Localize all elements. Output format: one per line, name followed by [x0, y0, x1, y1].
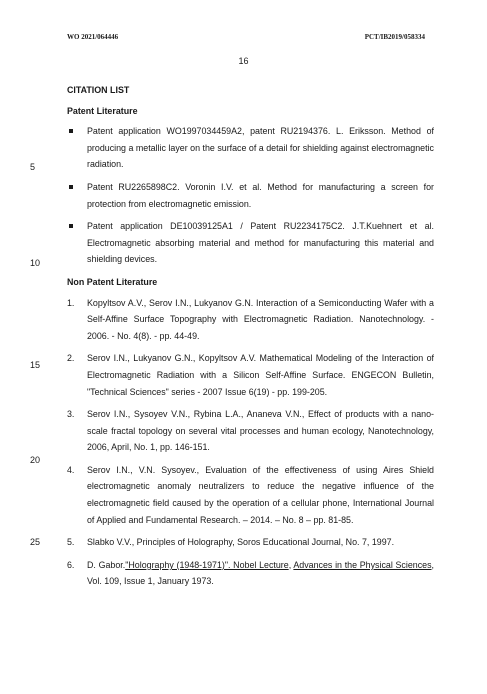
reference-number: 6. — [67, 559, 75, 570]
reference-item — [67, 534, 434, 551]
patent-literature-heading: Patent Literature — [67, 105, 138, 116]
reference-list — [67, 295, 434, 591]
reference-number: 2. — [67, 353, 75, 364]
reference-separator: , — [288, 559, 294, 570]
reference-text: Serov I.N., Sysoyev V.N., Rybina L.A., Ananeva V.N., Effect of products with a nano-scale fractal topology on several vital processes and human ecology, Nanotechnology, 2006, April, No. 1, pp. 146-151. — [87, 409, 434, 453]
reference-item — [67, 350, 434, 400]
page-number: 16 — [238, 56, 249, 66]
reference-item — [67, 557, 434, 590]
bullet-square-icon — [69, 129, 73, 133]
document-body — [67, 82, 434, 596]
line-number-20: 20 — [30, 455, 41, 465]
reference-text: Serov I.N., V.N. Sysoyev., Evaluation of the effectiveness of using Aires Shield electromagnetic anomaly neutralizers to reduce the negative influence of the electromagnetic field caused by the operation of a cellular phone, International Journal of Applied and Fundamental Research. – 2014. – No. 8 – pp. 81-85. — [87, 464, 434, 525]
patent-item — [67, 218, 434, 268]
citation-list-heading: CITATION LIST — [67, 85, 130, 95]
reference-number: 1. — [67, 297, 75, 308]
reference-item — [67, 406, 434, 456]
bullet-square-icon — [69, 185, 73, 189]
patent-text: Patent RU2265898C2. Voronin I.V. et al. Method for manufacturing a screen for protection from electromagnetic emission. — [87, 181, 434, 209]
line-number-5: 5 — [30, 162, 36, 172]
reference-author: D. Gabor. — [87, 559, 126, 570]
patent-item — [67, 123, 434, 173]
bullet-square-icon — [69, 224, 73, 228]
patent-list — [67, 123, 434, 268]
reference-item — [67, 295, 434, 345]
line-number-10: 10 — [30, 258, 41, 268]
reference-text: Slabko V.V., Principles of Holography, Soros Educational Journal, No. 7, 1997. — [87, 537, 395, 548]
reference-item — [67, 462, 434, 528]
reference-text: Kopyltsov A.V., Serov I.N., Lukyanov G.N. Interaction of a Semiconducting Wafer with a Self-Affine Surface Topography with Electromagnetic Radiation. Nanotechnology. - 2006. - No. 4(8). - pp. 44-49. — [87, 297, 434, 341]
non-patent-literature-heading: Non Patent Literature — [67, 276, 158, 287]
reference-number: 3. — [67, 409, 75, 420]
reference-text: Serov I.N., Lukyanov G.N., Kopyltsov A.V. Mathematical Modeling of the Interaction of Electromagnetic Radiation with a Silicon Self-Affine Surface. ENGECON Bulletin, "Technical Sciences" series - 2007 Issue 6(19) - pp. 199-205. — [87, 353, 434, 397]
header-publication-number: WO 2021/064446 — [67, 33, 119, 41]
patent-text: Patent application DE10039125A1 / Patent RU2234175C2. J.T.Kuehnert et al. Electromagnetic absorbing material and method for manufacturing this material and shielding devices. — [87, 221, 434, 265]
header-application-number: PCT/IB2019/058334 — [364, 33, 425, 41]
reference-number: 5. — [67, 537, 75, 548]
patent-item — [67, 179, 434, 212]
line-number-25: 25 — [30, 537, 41, 547]
reference-journal-link[interactable]: Advances in the Physical Sciences — [293, 559, 432, 570]
reference-title-link[interactable]: "Holography (1948-1971)". Nobel Lecture — [125, 559, 289, 570]
line-number-15: 15 — [30, 360, 41, 370]
patent-text: Patent application WO1997034459A2, patent RU2194376. L. Eriksson. Method of producing a metallic layer on the surface of a detail for shielding against electromagnetic radiation. — [87, 126, 434, 170]
reference-details: , Vol. 109, Issue 1, January 1973. — [87, 559, 434, 587]
reference-number: 4. — [67, 464, 75, 475]
